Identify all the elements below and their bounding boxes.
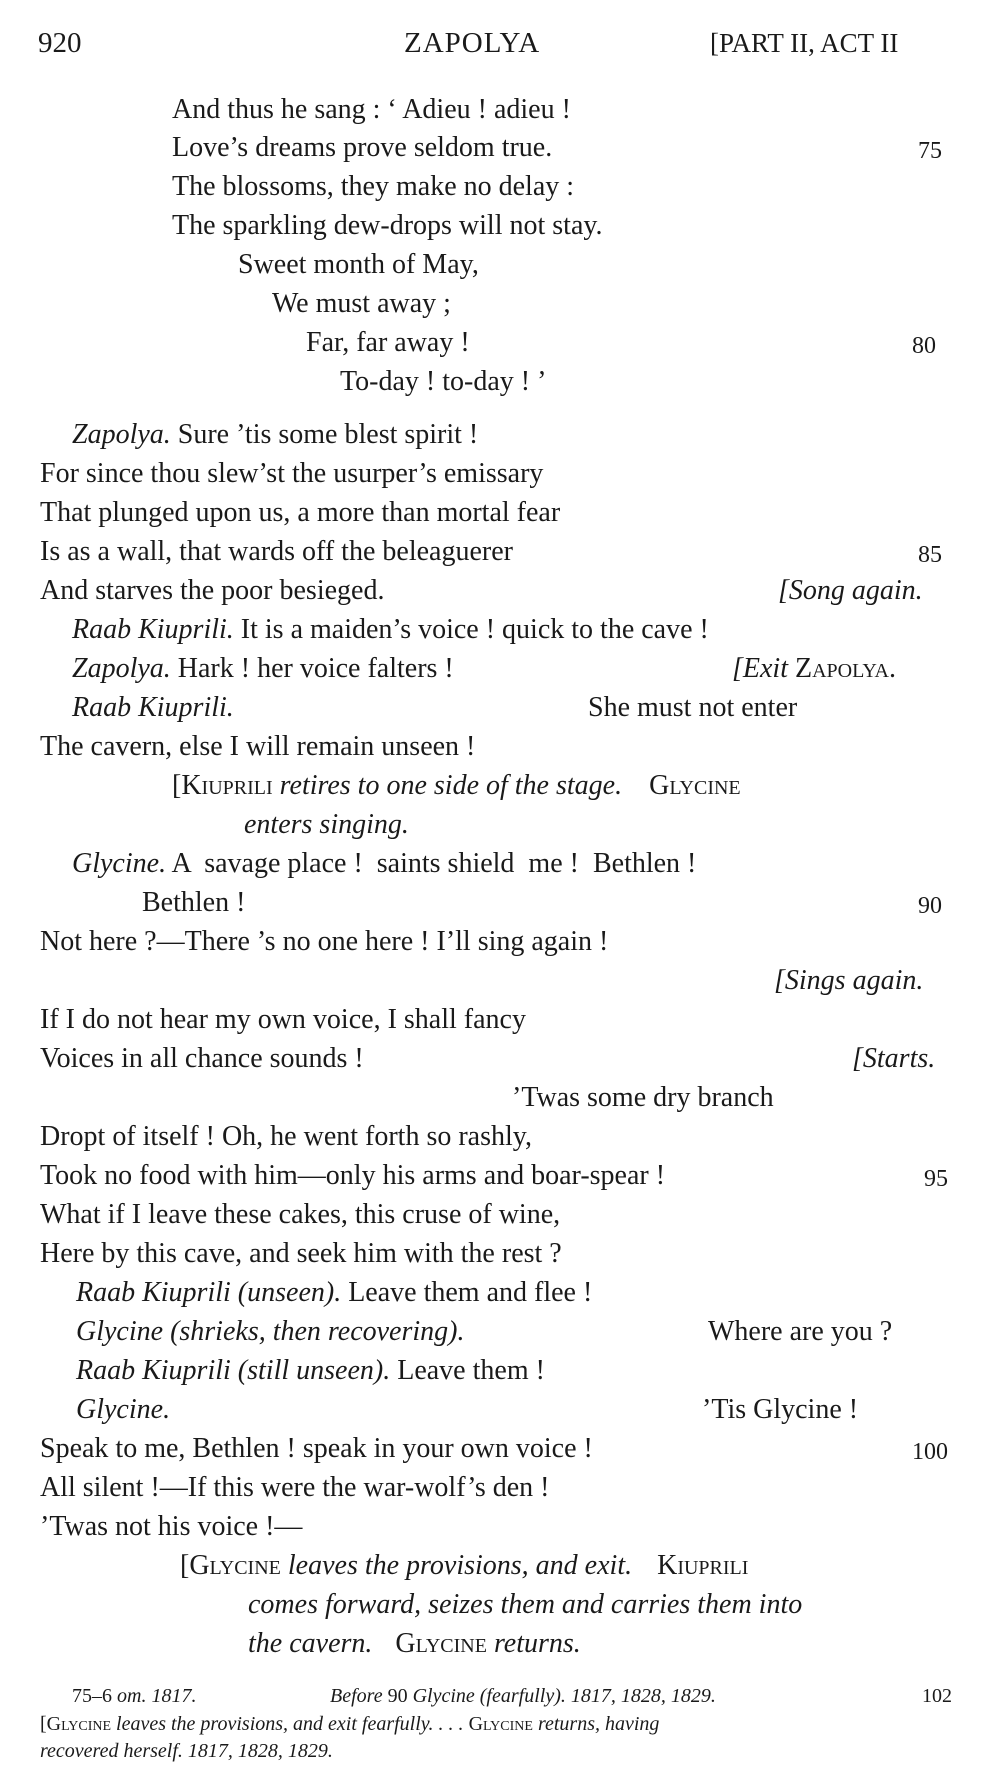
footnote-ref: 90 <box>387 1685 408 1707</box>
song-line: Sweet month of May, <box>238 249 479 280</box>
line-number: 85 <box>918 542 942 568</box>
verse-line <box>72 418 478 452</box>
verse-line: All silent !—If this were the war-wolf’s den ! <box>40 1472 550 1503</box>
speech-text: Sure ’tis some blest spirit ! <box>177 419 479 450</box>
speech-text: She must not enter <box>588 692 798 723</box>
verse-line: ’Twas not his voice !— <box>40 1511 303 1542</box>
verse-line: Took no food with him—only his arms and boar-spear ! <box>40 1160 666 1191</box>
speaker-name: Glycine (shrieks, then recovering). <box>76 1316 465 1347</box>
verse-line: Here by this cave, and seek him with the rest ? <box>40 1238 562 1269</box>
stage-direction-exit: [Exit <box>732 653 788 684</box>
stage-direction: [Starts. <box>852 1043 936 1074</box>
stage-direction-text: leaves the provisions, and exit. <box>287 1550 633 1581</box>
stage-direction-text: returns. <box>493 1628 581 1659</box>
verse-line: Voices in all chance sounds ! <box>40 1043 364 1074</box>
stage-direction-name: Zapolya. <box>795 653 896 684</box>
verse-line: The cavern, else I will remain unseen ! <box>40 731 476 762</box>
stage-direction: [Song again. <box>778 575 923 606</box>
stage-direction: enters singing. <box>244 809 409 840</box>
stage-direction <box>248 1627 581 1661</box>
footnote-line: recovered herself. 1817, 1828, 1829. <box>40 1740 333 1762</box>
footnote-text: om. 1817. <box>117 1685 197 1707</box>
song-line: The blossoms, they make no delay : <box>172 171 575 202</box>
stage-direction <box>732 652 896 686</box>
verse-line: Is as a wall, that wards off the beleaguerer <box>40 536 513 567</box>
verse-line: That plunged upon us, a more than mortal fear <box>40 497 561 528</box>
speech-text: Where are you ? <box>708 1316 893 1347</box>
footnote-text: returns, having <box>537 1713 660 1735</box>
song-line: Far, far away ! <box>306 327 470 358</box>
stage-direction-name: Glycine <box>395 1628 487 1659</box>
line-number: 80 <box>912 333 936 359</box>
speaker-name: Zapolya. <box>72 419 171 450</box>
verse-line: Bethlen ! <box>142 887 246 918</box>
song-line: Love’s dreams prove seldom true. <box>172 132 553 163</box>
speaker-name: Raab Kiuprili. <box>72 692 234 723</box>
stage-direction-name: Kiuprili <box>657 1550 749 1581</box>
footnote-ref: 75–6 <box>72 1685 112 1707</box>
verse-line: And starves the poor besieged. <box>40 575 385 606</box>
verse-line: Speak to me, Bethlen ! speak in your own voice ! <box>40 1433 593 1464</box>
speaker-name: Glycine. <box>72 848 167 879</box>
speech-text: Leave them and flee ! <box>348 1277 593 1308</box>
footnote-text: leaves the provisions, and exit fearfully. . . . <box>116 1713 464 1735</box>
song-line: To-day ! to-day ! ’ <box>340 366 547 397</box>
song-line: And thus he sang : ‘ Adieu ! adieu ! <box>172 94 571 125</box>
stage-direction-name: Glycine <box>649 770 741 801</box>
verse-line <box>72 847 696 881</box>
verse-line: ’Twas some dry branch <box>512 1082 774 1113</box>
verse-line: If I do not hear my own voice, I shall fancy <box>40 1004 526 1035</box>
speech-text: A savage place ! saints shield me ! Bethlen ! <box>171 848 697 879</box>
speaker-name: Glycine. <box>76 1394 171 1425</box>
speaker-name: Raab Kiuprili (still unseen). <box>76 1355 391 1386</box>
running-title: ZAPOLYA <box>404 27 541 59</box>
verse-line: What if I leave these cakes, this cruse of wine, <box>40 1199 561 1230</box>
speech-text: It is a maiden’s voice ! quick to the cave ! <box>240 614 709 645</box>
verse-line: Not here ?—There ’s no one here ! I’ll sing again ! <box>40 926 609 957</box>
song-line: We must away ; <box>272 288 451 319</box>
line-number: 75 <box>918 138 942 164</box>
speech-text: Leave them ! <box>397 1355 545 1386</box>
stage-direction-name: [Glycine <box>180 1550 281 1581</box>
verse-line <box>72 652 454 686</box>
verse-line: Dropt of itself ! Oh, he went forth so rashly, <box>40 1121 532 1152</box>
speech-text: ’Tis Glycine ! <box>702 1394 859 1425</box>
footnote-text: Before <box>330 1685 383 1707</box>
stage-direction: comes forward, seizes them and carries them into <box>248 1589 803 1620</box>
running-section: [PART II, ACT II <box>710 28 899 58</box>
speaker-name: Raab Kiuprili (unseen). <box>76 1277 342 1308</box>
speech-text: Hark ! her voice falters ! <box>177 653 454 684</box>
speaker-name: Zapolya. <box>72 653 171 684</box>
footnote-line <box>40 1711 659 1737</box>
verse-line <box>76 1276 592 1310</box>
footnote-line <box>330 1683 716 1709</box>
verse-line <box>72 613 709 647</box>
line-number: 95 <box>924 1166 948 1192</box>
speaker-name: Raab Kiuprili. <box>72 614 234 645</box>
footnote-number: 102 <box>922 1685 952 1707</box>
song-line: The sparkling dew-drops will not stay. <box>172 210 603 241</box>
stage-direction: [Sings again. <box>774 965 924 996</box>
footnote-name: [Glycine <box>40 1713 112 1735</box>
verse-line <box>76 1354 545 1388</box>
stage-direction <box>172 769 741 803</box>
line-number: 90 <box>918 893 942 919</box>
stage-direction-name: [Kiuprili <box>172 770 273 801</box>
line-number: 100 <box>912 1439 948 1465</box>
page-number: 920 <box>38 27 82 59</box>
footnote-name: Glycine <box>468 1713 533 1735</box>
footnote-line <box>72 1683 196 1709</box>
stage-direction-text: the cavern. <box>248 1628 373 1659</box>
stage-direction <box>180 1549 748 1583</box>
verse-line: For since thou slew’st the usurper’s emissary <box>40 458 544 489</box>
footnote-text: Glycine (fearfully). 1817, 1828, 1829. <box>412 1685 716 1707</box>
stage-direction-text: retires to one side of the stage. <box>279 770 623 801</box>
